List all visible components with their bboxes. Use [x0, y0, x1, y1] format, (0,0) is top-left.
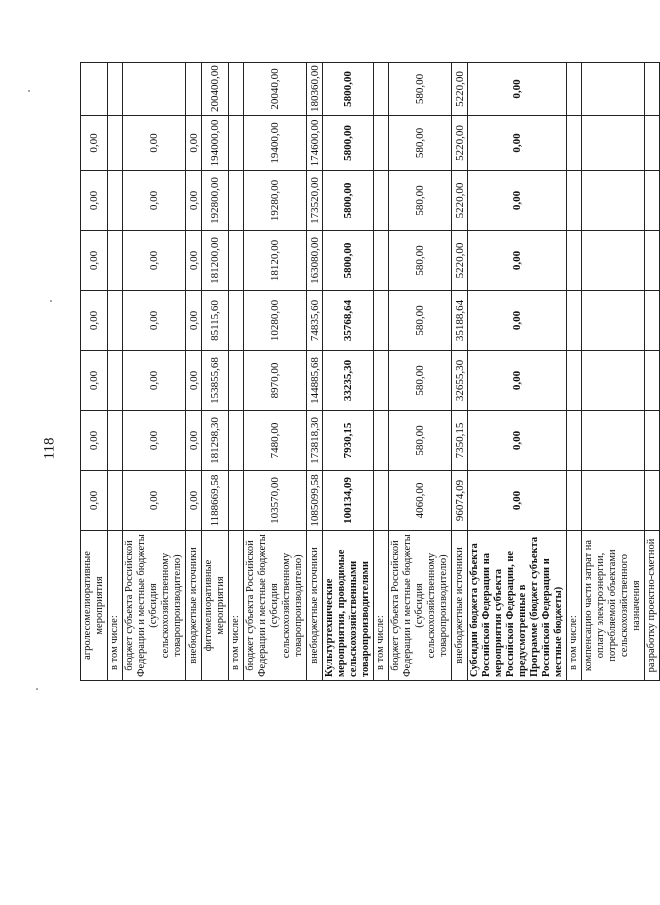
table-row — [374, 63, 389, 681]
value-cell: 5800,00 — [323, 171, 374, 231]
table-row — [123, 63, 186, 681]
value-cell — [567, 116, 582, 171]
value-cell: 0,00 — [123, 291, 186, 351]
value-cell: 96074,09 — [452, 471, 468, 531]
table-row — [108, 63, 123, 681]
value-cell: 580,00 — [389, 63, 452, 116]
value-cell — [567, 63, 582, 116]
value-cell — [582, 116, 645, 171]
value-cell — [108, 471, 123, 531]
value-cell: 5220,00 — [452, 231, 468, 291]
value-cell: 103570,00 — [244, 471, 307, 531]
table-row — [645, 63, 660, 681]
value-cell — [123, 63, 186, 116]
value-cell — [567, 471, 582, 531]
table-row — [468, 63, 567, 681]
value-cell: 18120,00 — [244, 231, 307, 291]
value-cell — [582, 231, 645, 291]
row-label: внебюджетные источники — [452, 531, 468, 681]
row-label: бюджет субъекта Российской Федерации и местные бюджеты (субсидия сельскохозяйственному товаропроизводителю) — [389, 531, 452, 681]
scan-speck — [36, 688, 38, 690]
value-cell: 173818,30 — [307, 411, 323, 471]
value-cell: 580,00 — [389, 116, 452, 171]
row-label: компенсацию части затрат на оплату электроэнергии, потребляемой объектами сельскохозяйственного назначения — [582, 531, 645, 681]
value-cell: 0,00 — [468, 171, 567, 231]
value-cell — [229, 351, 244, 411]
row-label: бюджет субъекта Российской Федерации и местные бюджеты (субсидия сельскохозяйственному товаропроизводителю) — [244, 531, 307, 681]
value-cell — [645, 63, 660, 116]
value-cell: 192800,00 — [202, 171, 229, 231]
value-cell: 173520,00 — [307, 171, 323, 231]
value-cell: 0,00 — [186, 116, 202, 171]
value-cell — [374, 171, 389, 231]
value-cell: 1188669,58 — [202, 471, 229, 531]
value-cell: 5220,00 — [452, 63, 468, 116]
value-cell — [374, 231, 389, 291]
table-row — [244, 63, 307, 681]
value-cell: 181298,30 — [202, 411, 229, 471]
value-cell — [108, 171, 123, 231]
value-cell: 200400,00 — [202, 63, 229, 116]
value-cell: 0,00 — [468, 63, 567, 116]
value-cell — [374, 116, 389, 171]
value-cell: 7350,15 — [452, 411, 468, 471]
value-cell: 20040,00 — [244, 63, 307, 116]
table-row — [307, 63, 323, 681]
scan-speck — [28, 90, 30, 92]
value-cell — [645, 116, 660, 171]
value-cell: 19280,00 — [244, 171, 307, 231]
table-row — [323, 63, 374, 681]
row-label: фитомелиоративные мероприятия — [202, 531, 229, 681]
value-cell — [645, 231, 660, 291]
table-row — [567, 63, 582, 681]
table-body — [81, 63, 660, 681]
value-cell — [374, 63, 389, 116]
value-cell — [229, 471, 244, 531]
value-cell: 174600,00 — [307, 116, 323, 171]
value-cell — [567, 291, 582, 351]
table-row — [229, 63, 244, 681]
value-cell: 0,00 — [186, 411, 202, 471]
value-cell: 180360,00 — [307, 63, 323, 116]
value-cell: 580,00 — [389, 171, 452, 231]
value-cell — [645, 471, 660, 531]
value-cell: 4060,00 — [389, 471, 452, 531]
value-cell: 0,00 — [186, 171, 202, 231]
value-cell: 5800,00 — [323, 116, 374, 171]
value-cell: 580,00 — [389, 291, 452, 351]
table-row — [186, 63, 202, 681]
value-cell — [645, 171, 660, 231]
value-cell: 0,00 — [468, 411, 567, 471]
row-label: в том числе: — [229, 531, 244, 681]
value-cell: 7930,15 — [323, 411, 374, 471]
row-label: агролесомелиоративные мероприятия — [81, 531, 108, 681]
value-cell — [374, 471, 389, 531]
table-row — [81, 63, 108, 681]
value-cell: 7480,00 — [244, 411, 307, 471]
value-cell: 0,00 — [81, 116, 108, 171]
value-cell — [229, 411, 244, 471]
value-cell — [374, 291, 389, 351]
value-cell — [374, 351, 389, 411]
value-cell: 10280,00 — [244, 291, 307, 351]
value-cell — [582, 291, 645, 351]
value-cell: 0,00 — [123, 471, 186, 531]
value-cell — [229, 291, 244, 351]
value-cell: 0,00 — [186, 231, 202, 291]
value-cell — [567, 411, 582, 471]
row-label: в том числе: — [108, 531, 123, 681]
value-cell — [229, 116, 244, 171]
value-cell: 0,00 — [186, 351, 202, 411]
value-cell: 153855,68 — [202, 351, 229, 411]
row-label: внебюджетные источники — [186, 531, 202, 681]
value-cell: 580,00 — [389, 411, 452, 471]
value-cell: 100134,09 — [323, 471, 374, 531]
value-cell: 0,00 — [468, 231, 567, 291]
value-cell — [582, 351, 645, 411]
value-cell — [567, 171, 582, 231]
value-cell: 0,00 — [123, 351, 186, 411]
value-cell — [567, 351, 582, 411]
value-cell: 0,00 — [81, 471, 108, 531]
value-cell: 5800,00 — [323, 63, 374, 116]
value-cell: 194000,00 — [202, 116, 229, 171]
value-cell: 5220,00 — [452, 116, 468, 171]
value-cell: 19400,00 — [244, 116, 307, 171]
row-label: Культуртехнические мероприятия, проводимые сельскохозяйственными товаропроизводителями — [323, 531, 374, 681]
table-rotation-frame — [80, 63, 657, 681]
value-cell: 35768,64 — [323, 291, 374, 351]
value-cell: 0,00 — [123, 171, 186, 231]
value-cell: 0,00 — [81, 351, 108, 411]
funding-table — [80, 62, 660, 681]
table-row — [389, 63, 452, 681]
value-cell: 0,00 — [81, 171, 108, 231]
value-cell — [582, 63, 645, 116]
value-cell: 163080,00 — [307, 231, 323, 291]
value-cell: 5800,00 — [323, 231, 374, 291]
value-cell: 35188,64 — [452, 291, 468, 351]
value-cell: 0,00 — [468, 291, 567, 351]
value-cell — [108, 63, 123, 116]
value-cell: 0,00 — [81, 291, 108, 351]
value-cell — [229, 171, 244, 231]
value-cell: 5220,00 — [452, 171, 468, 231]
value-cell: 181200,00 — [202, 231, 229, 291]
value-cell: 85115,60 — [202, 291, 229, 351]
value-cell: 74835,60 — [307, 291, 323, 351]
value-cell: 0,00 — [123, 411, 186, 471]
value-cell — [645, 351, 660, 411]
value-cell — [645, 411, 660, 471]
table-row — [202, 63, 229, 681]
value-cell: 0,00 — [186, 471, 202, 531]
value-cell: 0,00 — [468, 471, 567, 531]
value-cell: 580,00 — [389, 351, 452, 411]
value-cell: 144885,68 — [307, 351, 323, 411]
value-cell: 0,00 — [123, 116, 186, 171]
value-cell: 0,00 — [123, 231, 186, 291]
value-cell — [108, 231, 123, 291]
value-cell — [108, 351, 123, 411]
value-cell: 0,00 — [468, 116, 567, 171]
value-cell: 32655,30 — [452, 351, 468, 411]
row-label: внебюджетные источники — [307, 531, 323, 681]
value-cell — [374, 411, 389, 471]
value-cell: 8970,00 — [244, 351, 307, 411]
rotated-table-container — [80, 63, 657, 681]
value-cell — [229, 63, 244, 116]
row-label: в том числе: — [374, 531, 389, 681]
page-number: 118 — [41, 437, 58, 460]
value-cell — [567, 231, 582, 291]
value-cell — [108, 291, 123, 351]
value-cell: 33235,30 — [323, 351, 374, 411]
value-cell — [81, 63, 108, 116]
value-cell: 0,00 — [81, 411, 108, 471]
table-row — [582, 63, 645, 681]
value-cell — [582, 171, 645, 231]
value-cell — [108, 116, 123, 171]
row-label: в том числе: — [567, 531, 582, 681]
value-cell — [108, 411, 123, 471]
value-cell: 0,00 — [81, 231, 108, 291]
table-row — [452, 63, 468, 681]
row-label: разработку проектно-сметной — [645, 531, 660, 681]
scan-speck — [50, 300, 52, 302]
value-cell — [186, 63, 202, 116]
value-cell: 0,00 — [468, 351, 567, 411]
value-cell: 0,00 — [186, 291, 202, 351]
value-cell: 580,00 — [389, 231, 452, 291]
value-cell — [582, 471, 645, 531]
value-cell — [582, 411, 645, 471]
row-label: Субсидии бюджета субъекта Российской Федерации на мероприятия субъекта Российской Федерации, не предусмотренные в Программе (бюджет субъекта Российской Федерации и местные бюджеты) — [468, 531, 567, 681]
row-label: бюджет субъекта Российской Федерации и местные бюджеты (субсидия сельскохозяйственному товаропроизводителю) — [123, 531, 186, 681]
value-cell — [229, 231, 244, 291]
value-cell — [645, 291, 660, 351]
value-cell: 1085099,58 — [307, 471, 323, 531]
